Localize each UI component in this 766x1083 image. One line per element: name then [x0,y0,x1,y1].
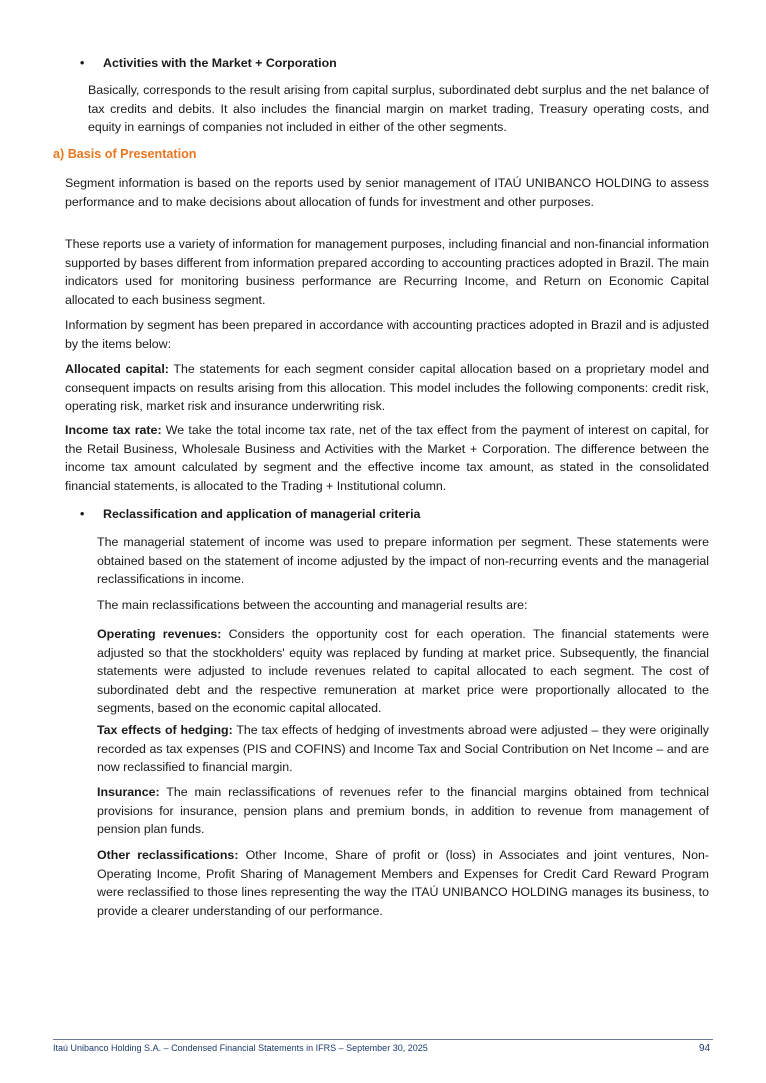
term-label: Tax effects of hedging: [97,723,233,737]
bullet-icon: • [80,507,85,521]
paragraph: Basically, corresponds to the result arising from capital surplus, subordinated debt surplus and the net balance of tax credits and debits. It also includes the financial margin on market trading, Treasury operating costs, and equity in earnings of companies not included in either of the other segments. [88,83,709,135]
paragraph-operating-revenues [97,625,709,718]
bullet-heading-market-corporation [80,54,337,72]
heading-text: Activities with the Market + Corporation [103,56,337,70]
footer-divider [53,1039,713,1040]
paragraph-tax-effects-hedging [97,721,709,777]
paragraph: The main reclassifications between the accounting and managerial results are: [97,598,528,612]
term-label: Income tax rate: [65,423,162,437]
heading-text: Reclassification and application of managerial criteria [103,507,421,521]
term-text: We take the total income tax rate, net of the tax effect from the payment of interest on capital, for the Retail Business, Wholesale Business and Activities with the Market + Corporation. The difference between the income tax amount calculated by segment and the effective income tax amount, as stated in the consolidated financial statements, is allocated to the Trading + Institutional column. [65,423,709,493]
bullet-heading-reclassification [80,505,420,523]
footer-text: Itaú Unibanco Holding S.A. – Condensed Financial Statements in IFRS – September 30, 2025 [53,1043,428,1053]
term-text: The statements for each segment consider capital allocation based on a proprietary model and consequent impacts on results arising from this allocation. This model includes the following components: credit risk, operating risk, market risk and insurance underwriting risk. [65,362,710,414]
paragraph: These reports use a variety of information for management purposes, including financial and non-financial information supported by bases different from information prepared according to accounting practices adopted in Brazil. The main indicators used for monitoring business performance are Recurring Income, and Return on Economic Capital allocated to each business segment. [65,237,709,307]
paragraph-allocated-capital [65,360,709,416]
page-number: 94 [699,1043,711,1054]
paragraph: The managerial statement of income was used to prepare information per segment. These statements were obtained based on the statement of income adjusted by the impact of non-recurring events and the managerial reclassifications in income. [97,535,709,587]
paragraph-other-reclassifications [97,846,709,920]
term-label: Allocated capital: [65,362,169,376]
term-label: Other reclassifications: [97,848,239,862]
term-text: The tax effects of hedging of investments abroad were adjusted – they were originally recorded as tax expenses (PIS and COFINS) and Income Tax and Social Contribution on Net Income – and are now reclassified to financial margin. [97,723,709,775]
term-text: Considers the opportunity cost for each operation. The financial statements were adjusted so that the stockholders' equity was replaced by funding at market price. Subsequently, the financial statements were adjusted to include revenues related to capital allocated to each segment. The cost of subordinated debt and the respective remuneration at market price were proportionally allocated to the segments, based on the economic capital allocated. [97,627,709,716]
bullet-icon: • [80,56,85,70]
paragraph: Segment information is based on the reports used by senior management of ITAÚ UNIBANCO HOLDING to assess performance and to make decisions about allocation of funds for investment and other purposes. [65,176,709,209]
term-label: Insurance: [97,785,160,799]
section-heading: a) Basis of Presentation [53,147,197,161]
term-text: The main reclassifications of revenues refer to the financial margins obtained from technical provisions for insurance, pension plans and premium bonds, in addition to revenue from management of pension plan funds. [97,785,709,837]
paragraph-income-tax-rate [65,421,709,495]
term-text: Other Income, Share of profit or (loss) in Associates and joint ventures, Non-Operating Income, Profit Sharing of Management Members and Expenses for Credit Card Reward Program were reclassified to those lines representing the way the ITAÚ UNIBANCO HOLDING manages its business, to provide a clearer understanding of our performance. [97,848,709,918]
paragraph-insurance [97,783,709,839]
paragraph: Information by segment has been prepared in accordance with accounting practices adopted in Brazil and is adjusted by the items below: [65,318,709,351]
term-label: Operating revenues: [97,627,222,641]
